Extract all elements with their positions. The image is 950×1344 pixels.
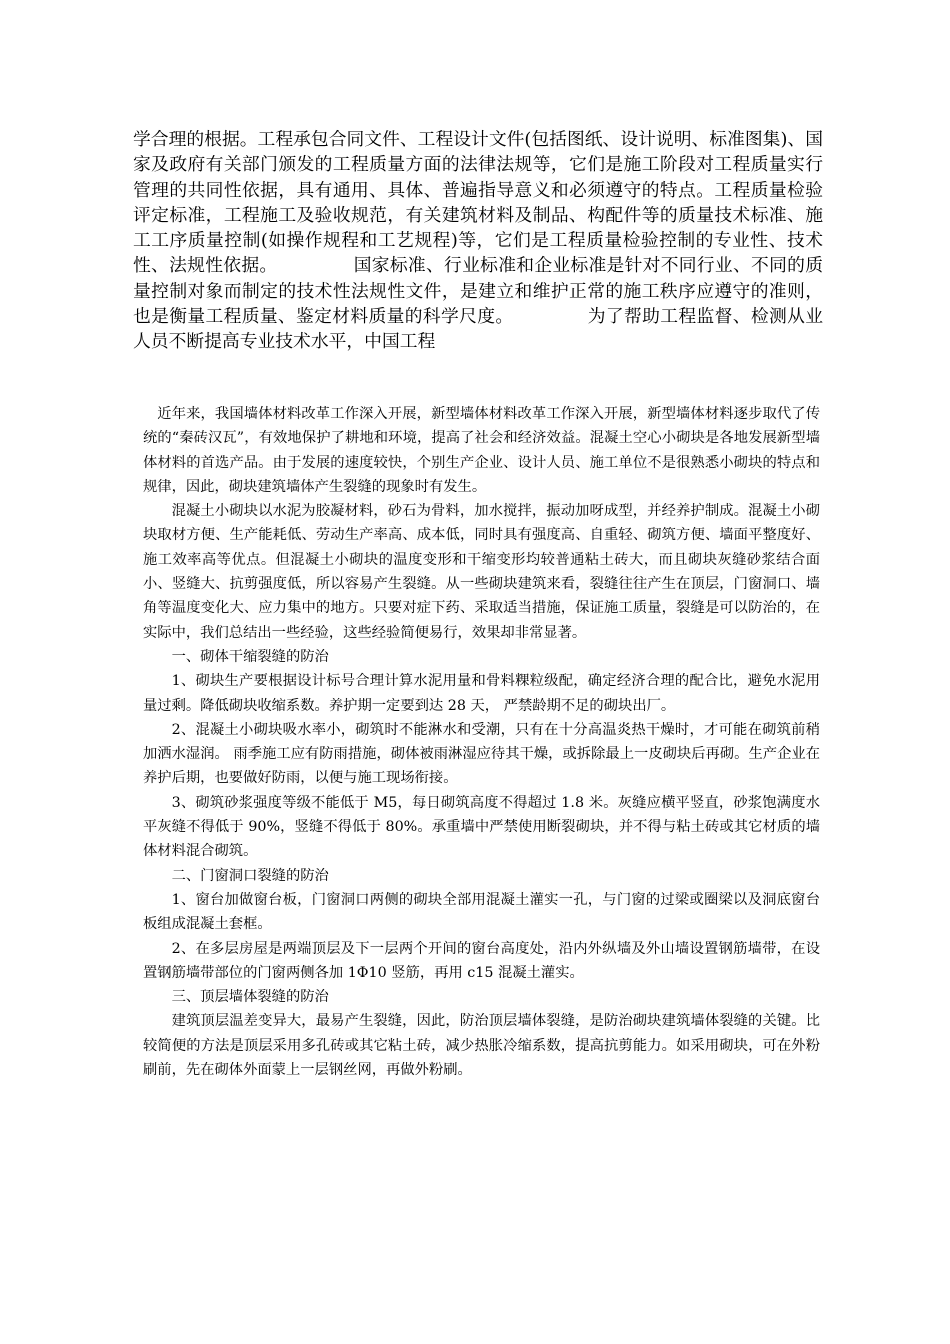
article-paragraph-4: 2、混凝土小砌块吸水率小，砌筑时不能淋水和受潮，只有在十分高温炎热干燥时，才可能在砌筑前稍加洒水湿润。 雨季施工应有防雨措施，砌体被雨淋湿应待其干燥，或拆除最上一皮砌块后再砌。生产企业在养护后期，也要做好防雨，以便与施工现场衔接。 — [143, 721, 820, 787]
intro-text-part-2: 国家标准、行业标准和企业标准是针对不同行业、不同的质量控制对象而制定的技术性法规性文件，是建立和维护正常的施工秩序应遵守的准则，也是衡量工程质量、鉴定材料质量的科学尺度。 — [133, 255, 823, 328]
section-heading-3: 三、顶层墙体裂缝的防治 — [171, 989, 329, 1006]
article-body — [143, 402, 820, 1082]
intro-text-part-3: 为了帮助工程监督、检测从业人员不断提高专业技术水平，中国工程 — [133, 306, 823, 353]
intro-text-part-1: 学合理的根据。工程承包合同文件、工程设计文件(包括图纸、设计说明、标准图集)、国家及政府有关部门颁发的工程质量方面的法律法规等，它们是施工阶段对工程质量实行管理的共同性依据，具有通用、具体、普遍指导意义和必须遵守的特点。工程质量检验评定标准，工程施工及验收规范，有关建筑材料及制品、构配件等的质量技术标准、施工工序质量控制(如操作规程和工艺规程)等，它们是工程质量检验控制的专业性、技术性、法规性依据。 — [133, 129, 823, 277]
article-paragraph-6: 1、窗台加做窗台板，门窗洞口两侧的砌块全部用混凝土灌实一孔，与门窗的过梁或圈梁以及洞底窗台板组成混凝土套框。 — [143, 891, 820, 933]
article-paragraph-5: 3、砌筑砂浆强度等级不能低于 M5，每日砌筑高度不得超过 1.8 米。灰缝应横平竖直，砂浆饱满度水平灰缝不得低于 90%，竖缝不得低于 80%。承重墙中严禁使用断裂砌块，并不得与粘土砖或其它材质的墙体材料混合砌筑。 — [143, 794, 820, 860]
article-paragraph-1: 近年来，我国墙体材料改革工作深入开展，新型墙体材料改革工作深入开展，新型墙体材料逐步取代了传统的“秦砖汉瓦”，有效地保护了耕地和环境，提高了社会和经济效益。混凝土空心小砌块是各地发展新型墙体材料的首选产品。由于发展的速度较快，个别生产企业、设计人员、施工单位不是很熟悉小砌块的特点和规律，因此，砌块建筑墙体产生裂缝的现象时有发生。 — [143, 406, 820, 495]
section-heading-1: 一、砌体干缩裂缝的防治 — [171, 648, 329, 665]
intro-paragraph — [133, 127, 823, 355]
article-paragraph-3: 1、砌块生产要根据设计标号合理计算水泥用量和骨料粿粒级配，确定经济合理的配合比，避免水泥用量过剩。降低砌块收缩系数。养护期一定要到达 28 天， 严禁龄期不足的砌块出厂。 — [143, 673, 820, 714]
article-paragraph-2: 混凝土小砌块以水泥为胶凝材料，砂石为骨料，加水搅拌，振动加呀成型，并经养护制成。混凝土小砌块取材方便、生产能耗低、劳动生产率高、成本低，同时具有强度高、自重轻、砌筑方便、墙面平整度好、施工效率高等优点。但混凝土小砌块的温度变形和干缩变形均较普通粘土砖大，而且砌块灰缝砂浆结合面小、竖缝大、抗剪强度低，所以容易产生裂缝。从一些砌块建筑来看，裂缝往往产生在顶层，门窗洞口、墙角等温度变化大、应力集中的地方。只要对症下药、采取适当措施，保证施工质量，裂缝是可以防治的，在实际中，我们总结出一些经验，这些经验简便易行，效果却非常显著。 — [143, 503, 820, 641]
section-heading-2: 二、门窗洞口裂缝的防治 — [171, 867, 329, 884]
article-paragraph-7: 2、在多层房屋是两端顶层及下一层两个开间的窗台高度处，沿内外纵墙及外山墙设置钢筋墙带，在设置钢筋墙带部位的门窗两侧各加 1Φ10 竖筋，再用 c15 混凝土灌实。 — [143, 940, 820, 981]
article-paragraph-8: 建筑顶层温差变异大，最易产生裂缝，因此，防治顶层墙体裂缝，是防治砌块建筑墙体裂缝的关键。比较简便的方法是顶层采用多孔砖或其它粘土砖，减少热胀冷缩系数，提高抗剪能力。如采用砌块，可在外粉刷前，先在砌体外面蒙上一层钢丝网，再做外粉刷。 — [143, 1013, 820, 1079]
